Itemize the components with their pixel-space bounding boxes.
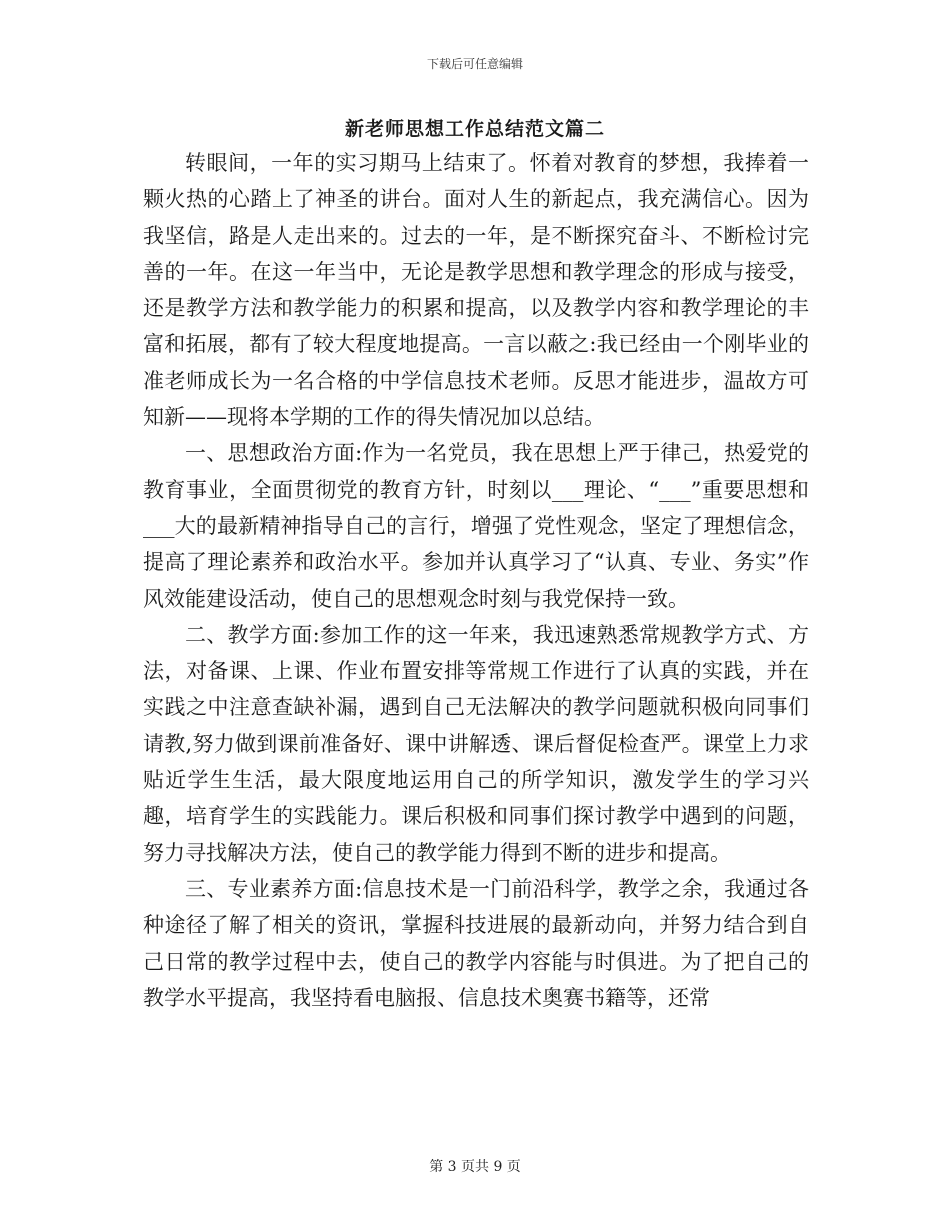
document-title: 新老师思想工作总结范文篇二 bbox=[344, 118, 605, 140]
page-number: 第 3 页共 9 页 bbox=[429, 1159, 521, 1175]
paragraph-political: 一、思想政治方面:作为一名党员，我在思想上严于律己，热爱党的教育事业，全面贯彻党的教育方针，时刻以___理论、“___”重要思想和___大的最新精神指导自己的言行，增强了党性观念，坚定了理想信念，提高了理论素养和政治水平。参加并认真学习了“认真、专业、务实”作风效能建设活动，使自己的思想观念时刻与我党保持一致。 bbox=[143, 441, 809, 611]
paragraph-professional: 三、专业素养方面:信息技术是一门前沿科学，教学之余，我通过各种途径了解了相关的资讯，掌握科技进展的最新动向，并努力结合到自己日常的教学过程中去，使自己的教学内容能与时俱进。为了把自己的教学水平提高，我坚持看电脑报、信息技术奥赛书籍等，还常 bbox=[143, 876, 809, 1010]
document-body bbox=[143, 145, 809, 1016]
page-header-note: 下载后可任意编辑 bbox=[426, 57, 523, 71]
paragraph-teaching: 二、教学方面:参加工作的这一年来，我迅速熟悉常规教学方式、方法，对备课、上课、作业布置安排等常规工作进行了认真的实践，并在实践之中注意查缺补漏，遇到自己无法解决的教学问题就积极向同事们请教,努力做到课前准备好、课中讲解透、课后督促检查严。课堂上力求贴近学生生活，最大限度地运用自己的所学知识，激发学生的学习兴趣，培育学生的实践能力。课后积极和同事们探讨教学中遇到的问题，努力寻找解决方法，使自己的教学能力得到不断的进步和提高。 bbox=[143, 622, 809, 865]
paragraph-intro: 转眼间，一年的实习期马上结束了。怀着对教育的梦想，我捧着一颗火热的心踏上了神圣的讲台。面对人生的新起点，我充满信心。因为我坚信，路是人走出来的。过去的一年，是不断探究奋斗、不断检讨完善的一年。在这一年当中，无论是教学思想和教学理念的形成与接受，还是教学方法和教学能力的积累和提高，以及教学内容和教学理论的丰富和拓展，都有了较大程度地提高。一言以蔽之:我已经由一个刚毕业的准老师成长为一名合格的中学信息技术老师。反思才能进步，温故方可知新——现将本学期的工作的得失情况加以总结。 bbox=[143, 151, 809, 430]
